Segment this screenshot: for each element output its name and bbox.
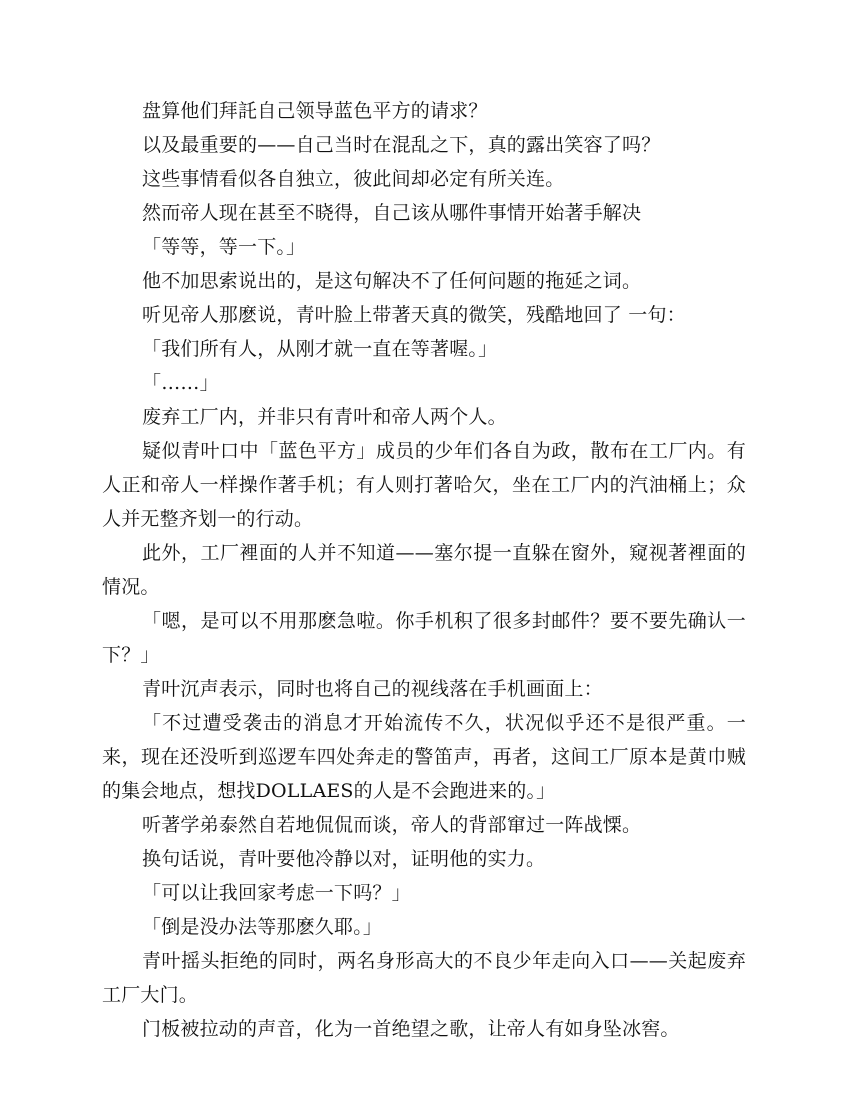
paragraph: 青叶沉声表示，同时也将自己的视线落在手机画面上：: [142, 678, 603, 700]
paragraph: 「等等，等一下。」: [142, 236, 306, 258]
paragraph: 换句话说，青叶要他冷静以对，证明他的实力。: [142, 848, 546, 870]
paragraph: 他不加思索说出的，是这句解决不了任何问题的拖延之词。: [142, 270, 642, 292]
paragraph: 盘算他们拜託自己领导蓝色平方的请求？: [142, 100, 488, 122]
paragraph: 「嗯，是可以不用那麽急啦。你手机积了很多封邮件？要不要先确认一下？」: [102, 610, 746, 666]
paragraph: 青叶摇头拒绝的同时，两名身形高大的不良少年走向入口——关起废弃工厂大门。: [102, 950, 746, 1006]
paragraph: 「倒是没办法等那麽久耶。」: [142, 916, 383, 938]
paragraph: 「可以让我回家考虑一下吗？」: [142, 882, 411, 904]
paragraph: 听著学弟泰然自若地侃侃而谈，帝人的背部窜过一阵战慄。: [142, 814, 642, 836]
paragraph: 疑似青叶口中「蓝色平方」成员的少年们各自为政，散布在工厂内。有人正和帝人一样操作著手机；有人则打著哈欠，坐在工厂内的汽油桶上；众人并无整齐划一的行动。: [102, 440, 746, 530]
paragraph: 以及最重要的——自己当时在混乱之下，真的露出笑容了吗？: [142, 134, 661, 156]
paragraph: 然而帝人现在甚至不晓得，自己该从哪件事情开始著手解决: [142, 202, 642, 224]
paragraph: 「不过遭受袭击的消息才开始流传不久，状况似乎还不是很严重。一来，现在还没听到巡逻车四处奔走的警笛声，再者，这间工厂原本是黄巾贼的集会地点，想找DOLLAES的人是不会跑进来的。」: [102, 712, 746, 802]
body-text: [102, 94, 746, 1046]
paragraph: 这些事情看似各自独立，彼此间却必定有所关连。: [142, 168, 565, 190]
paragraph: 听见帝人那麽说，青叶脸上带著天真的微笑，残酷地回了 一句：: [142, 304, 686, 326]
paragraph: 废弃工厂内，并非只有青叶和帝人两个人。: [142, 406, 507, 428]
paragraph: 「我们所有人，从刚才就一直在等著喔。」: [142, 338, 498, 360]
paragraph: 此外，工厂裡面的人并不知道——塞尔提一直躲在窗外，窥视著裡面的情况。: [102, 542, 746, 598]
paragraph: 门板被拉动的声音，化为一首绝望之歌，让帝人有如身坠冰窖。: [142, 1018, 680, 1040]
paragraph: 「……」: [142, 372, 219, 394]
